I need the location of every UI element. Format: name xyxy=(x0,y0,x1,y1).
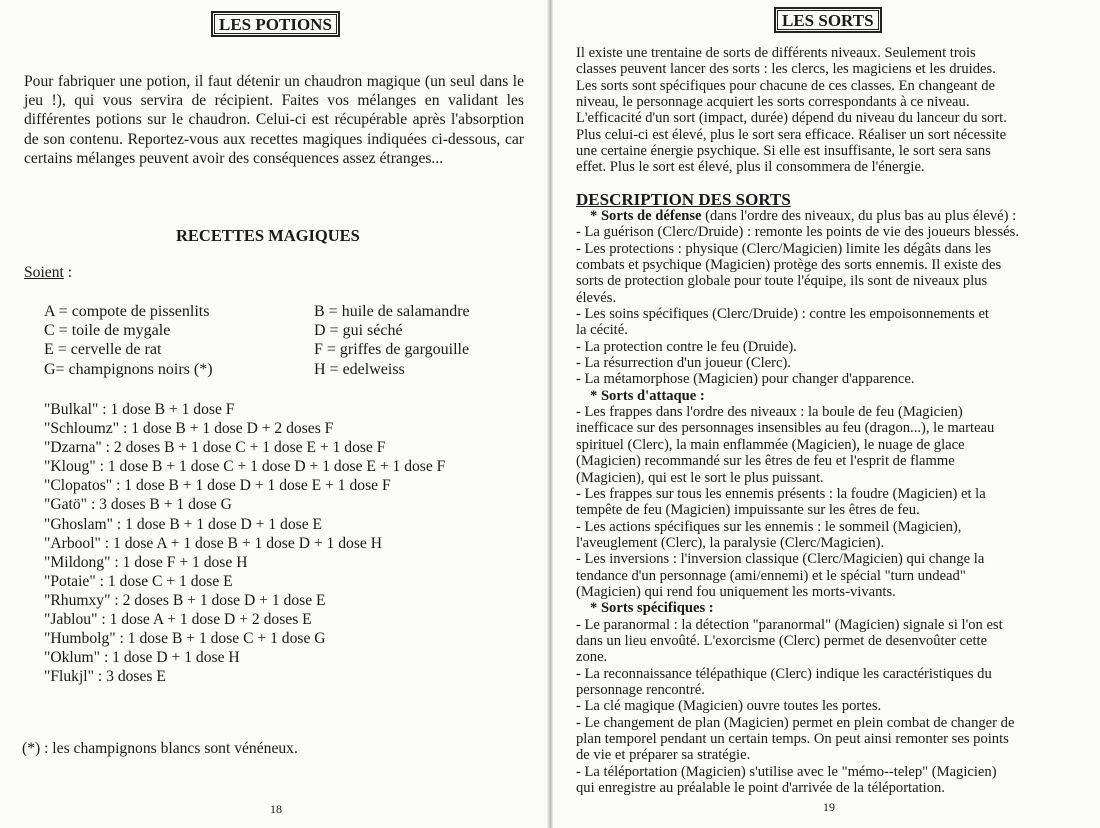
ingredient-d: D = gui séché xyxy=(314,322,403,340)
potion-recipe: "Arbool" : 1 dose A + 1 dose B + 1 dose D + 1 dose H xyxy=(44,534,382,552)
defense-line: - La guérison (Clerc/Druide) : remonte les points de vie des joueurs blessés. xyxy=(576,224,1019,241)
potion-recipe: "Rhumxy" : 2 doses B + 1 dose D + 1 dose E xyxy=(44,591,326,609)
potion-recipe: "Dzarna" : 2 doses B + 1 dose C + 1 dose E + 1 dose F xyxy=(44,439,386,457)
soient-colon: : xyxy=(63,264,73,281)
defense-line: combats et psychique (Magicien) protège des sorts ennemis. Il existe des xyxy=(576,257,1002,274)
defense-label: * Sorts de défense xyxy=(590,208,702,224)
potion-recipe: "Mildong" : 1 dose F + 1 dose H xyxy=(44,553,248,571)
ingredient-f: F = griffes de gargouille xyxy=(314,341,470,359)
potions-title: LES POTIONS xyxy=(211,11,340,37)
ingredient-e: E = cervelle de rat xyxy=(44,341,162,359)
attack-spells-subheading: * Sorts d'attaque : xyxy=(590,387,705,404)
soient-word: Soient xyxy=(24,264,64,281)
potion-recipe: "Clopatos" : 1 dose B + 1 dose D + 1 dose E + 1 dose F xyxy=(44,477,391,495)
defense-line: - Les protections : physique (Clerc/Magicien) limite les dégâts dans les xyxy=(576,240,992,257)
footnote: (*) : les champignons blancs sont vénéneux. xyxy=(22,740,298,757)
attack-line: (Magicien) recommandé sur les êtres de feu et l'esprit de flamme xyxy=(576,453,955,470)
potion-recipe: "Schloumz" : 1 dose B + 1 dose D + 2 doses F xyxy=(44,420,334,438)
defense-note: (dans l'ordre des niveaux, du plus bas au plus élevé) : xyxy=(701,208,1017,224)
attack-line: - Les frappes sur tous les ennemis présents : la foudre (Magicien) et la xyxy=(576,485,986,502)
specific-line: - Le changement de plan (Magicien) permet en plein combat de changer de xyxy=(576,714,1015,731)
specific-line: - Le paranormal : la détection "paranormal" (Magicien) signale si l'on est xyxy=(576,616,1003,633)
potions-intro: Pour fabriquer une potion, il faut détenir un chaudron magique (un seul dans le jeu !), qui vous servira de récipient. Faites vos mélanges en validant les différentes potions sur le chaudron. Celui-ci est récupérable après l'absorption de son contenu. Reportez-vous aux recettes magiques indiquées ci-dessous, car certains mélanges peuvent avoir des conséquences assez étranges... xyxy=(24,73,524,167)
specific-spells-subheading: * Sorts spécifiques : xyxy=(590,600,714,617)
specific-line: zone. xyxy=(576,649,608,666)
defense-line: - La métamorphose (Magicien) pour changer d'apparence. xyxy=(576,371,915,388)
page-number-left: 18 xyxy=(270,802,282,816)
attack-line: - Les inversions : l'inversion classique (Clerc/Magicien) qui change la xyxy=(576,551,985,568)
defense-line: sorts de protection globale pour toute l'équipe, ils sont de niveaux plus xyxy=(576,273,988,290)
attack-line: tempête de feu (Magicien) impuissante sur les êtres de feu. xyxy=(576,502,920,519)
attack-line: inefficace sur des personnages insensibles au feu (dragon...), le marteau xyxy=(576,420,995,437)
intro-line: classes peuvent lancer des sorts : les clercs, les magiciens et les druides. xyxy=(576,61,996,78)
specific-line: - La téléportation (Magicien) s'utilise avec le "mémo--telep" (Magicien) xyxy=(576,763,997,780)
attack-line: l'aveuglement (Clerc), la paralysie (Clerc/Magicien). xyxy=(576,534,885,551)
defense-line: élevés. xyxy=(576,289,617,306)
potion-recipe: "Bulkal" : 1 dose B + 1 dose F xyxy=(44,401,235,418)
ingredient-list xyxy=(44,302,504,379)
potion-recipe: "Flukjl" : 3 doses E xyxy=(44,668,166,686)
defense-line: - Les soins spécifiques (Clerc/Druide) : contre les empoisonnements et xyxy=(576,306,989,323)
ingredient-h: H = edelweiss xyxy=(314,360,405,378)
ingredient-row xyxy=(44,321,504,340)
potion-recipe: "Ghoslam" : 1 dose B + 1 dose D + 1 dose E xyxy=(44,515,323,533)
potion-recipe: "Oklum" : 1 dose D + 1 dose H xyxy=(44,649,240,667)
intro-line: une certaine énergie psychique. Si elle est insuffisante, le sort sera sans xyxy=(576,143,991,160)
potion-recipe: "Jablou" : 1 dose A + 1 dose D + 2 doses E xyxy=(44,611,312,629)
attack-line: - Les actions spécifiques sur les ennemis : le sommeil (Magicien), xyxy=(576,518,962,535)
defense-line: - La résurrection d'un joueur (Clerc). xyxy=(576,355,791,372)
potion-recipe: "Kloug" : 1 dose B + 1 dose C + 1 dose D + 1 dose E + 1 dose F xyxy=(44,458,446,476)
soient-label xyxy=(24,264,72,282)
spell-descriptions xyxy=(576,208,1076,796)
ingredient-row xyxy=(44,340,504,359)
specific-line: de vie et préparer sa stratégie. xyxy=(576,747,751,764)
intro-line: Les sorts sont spécifiques pour chacune de ces classes. En changeant de xyxy=(576,77,996,94)
defense-line: la cécité. xyxy=(576,322,628,339)
page-number-right: 19 xyxy=(823,800,835,814)
ingredient-row xyxy=(44,302,504,321)
left-page xyxy=(0,0,548,828)
intro-line: L'efficacité d'un sort (impact, durée) dépend du niveau du lanceur du sort. xyxy=(576,110,1007,127)
defense-spells-subheading xyxy=(576,208,1076,224)
intro-line: Il existe une trentaine de sorts de différents niveaux. Seulement trois xyxy=(576,45,976,61)
specific-line: - La clé magique (Magicien) ouvre toutes les portes. xyxy=(576,698,882,715)
attack-line: spirituel (Clerc), la main enflammée (Magicien), le nuage de glace xyxy=(576,436,965,453)
recipes-heading: RECETTES MAGIQUES xyxy=(176,226,360,245)
attack-line: tendance d'un personnage (ami/ennemi) et le spécial "turn undead" xyxy=(576,567,966,584)
potion-recipe: "Humbolg" : 1 dose B + 1 dose C + 1 dose G xyxy=(44,630,326,648)
specific-line: personnage rencontré. xyxy=(576,681,705,698)
ingredient-c: C = toile de mygale xyxy=(44,322,171,340)
ingredient-a: A = compote de pissenlits xyxy=(44,303,210,320)
potion-recipe: "Gatö" : 3 doses B + 1 dose G xyxy=(44,496,232,514)
defense-line: - La protection contre le feu (Druide). xyxy=(576,338,797,355)
spells-title: LES SORTS xyxy=(774,7,882,33)
spells-intro xyxy=(576,45,1076,176)
intro-line: Plus celui-ci est élevé, plus le sort sera efficace. Réaliser un sort nécessite xyxy=(576,126,1007,143)
attack-line: (Magicien), qui est le sort le plus puissant. xyxy=(576,469,824,486)
specific-line: plan temporel pendant un certain temps. On peut ainsi remonter ses points xyxy=(576,731,1009,747)
specific-line: qui enregistre au préalable le point d'arrivée de la téléportation. xyxy=(576,780,945,797)
specific-line: dans un lieu envoûté. L'exorcisme (Clerc) permet de desenvoûter cette xyxy=(576,632,988,649)
potion-recipe-list xyxy=(44,400,445,686)
potion-recipe: "Potaie" : 1 dose C + 1 dose E xyxy=(44,572,233,590)
attack-line: (Magicien) qui rend fou uniquement les morts-vivants. xyxy=(576,583,896,600)
specific-line: - La reconnaissance télépathique (Clerc) indique les caractéristiques du xyxy=(576,665,992,682)
intro-line: effet. Plus le sort est élevé, plus il consommera de l'énergie. xyxy=(576,159,925,176)
attack-line: - Les frappes dans l'ordre des niveaux : la boule de feu (Magicien) xyxy=(576,404,963,421)
ingredient-g: G= champignons noirs (*) xyxy=(44,360,213,378)
spell-description-heading: DESCRIPTION DES SORTS xyxy=(576,190,791,209)
ingredient-row xyxy=(44,360,504,379)
intro-line: niveau, le personnage acquiert les sorts correspondants à ce niveau. xyxy=(576,94,970,111)
ingredient-b: B = huile de salamandre xyxy=(314,303,470,320)
